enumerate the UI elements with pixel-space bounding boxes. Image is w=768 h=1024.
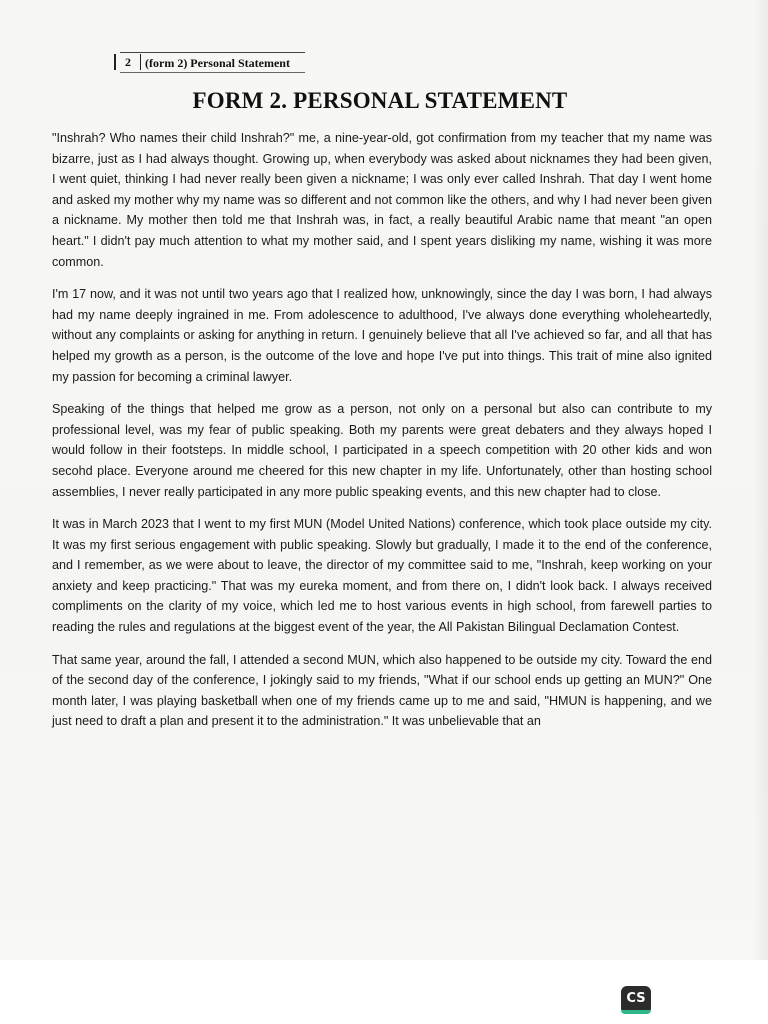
camscanner-logo-icon <box>621 986 651 1014</box>
running-header <box>114 52 314 74</box>
paragraph-2: I'm 17 now, and it was not until two years ago that I realized how, unknowingly, since the day I was born, I had always had my name deeply ingrained in me. From adolescence to adulthood, I've always done everything wholeheartedly, without any complaints or asking for anything in return. I genuinely believe that all I've achieved so far, and all that has helped my growth as a person, is the outcome of the love and hope I've put into things. This trait of mine also ignited my passion for becoming a criminal lawyer. <box>52 287 712 384</box>
header-bottom-rule <box>120 72 305 73</box>
page-edge-shadow <box>754 0 768 1024</box>
header-label: (form 2) Personal Statement <box>145 56 290 70</box>
paragraph-3: Speaking of the things that helped me grow as a person, not only on a personal but also can contribute to my professional level, was my fear of public speaking. Both my parents were great debaters and they always hoped I would follow in their footsteps. In middle school, I participated in a speech competition with 20 other kids and won secohd place. Everyone around me cheered for this new chapter in my life. Unfortunately, other than hosting school assemblies, I never really participated in any more public speaking events, and this new chapter had to close. <box>52 402 712 499</box>
paragraph-1: "Inshrah? Who names their child Inshrah?" me, a nine-year-old, got confirmation from my teacher that my name was bizarre, just as I had always thought. Growing up, when everybody was asked about nicknames they had been given, I went quiet, thinking I had never really been given a nickname; I was only ever called Inshrah. That day I went home and asked my mother why my name was so different and not common like the others, and why I had never been given a nickname. My mother then told me that Inshrah was, in fact, a really beautiful Arabic name that meant "an open heart." I didn't pay much attention to what my mother said, and I spent years disliking my name, wishing it was more common. <box>52 131 712 269</box>
paragraph-5: That same year, around the fall, I attended a second MUN, which also happened to be outside my city. Toward the end of the second day of the conference, I jokingly said to my friends, "What if our school ends up getting an MUN?" One month later, I was playing basketball when one of my friends came up to me and said, "HMUN is happening, and we just need to draft a plan and present it to the administration." It was unbelievable that an <box>52 652 712 729</box>
page-bottom-margin <box>0 960 768 1024</box>
header-left-bar <box>114 54 116 70</box>
logo-accent-strip <box>621 1010 651 1014</box>
camscanner-logo-text: CS <box>626 991 646 1006</box>
statement-body <box>52 128 712 744</box>
document-title: FORM 2. PERSONAL STATEMENT <box>192 88 568 113</box>
paragraph-4: It was in March 2023 that I went to my first MUN (Model United Nations) conference, which took place outside my city. It was my first serious engagement with public speaking. Slowly but gradually, I made it to the end of the conference, and I remember, as we were about to leave, the director of my committee said to me, "Inshrah, keep working on your anxiety and keep practicing." That was my eureka moment, and from there on, I didn't look back. I always received compliments on the clarity of my voice, which led me to host various events in high school, from farewell parties to reading the rules and regulations at the biggest event of the year, the All Pakistan Bilingual Declamation Contest. <box>52 517 712 635</box>
header-top-rule <box>120 52 305 53</box>
header-divider <box>140 54 141 70</box>
page-number: 2 <box>125 55 131 69</box>
